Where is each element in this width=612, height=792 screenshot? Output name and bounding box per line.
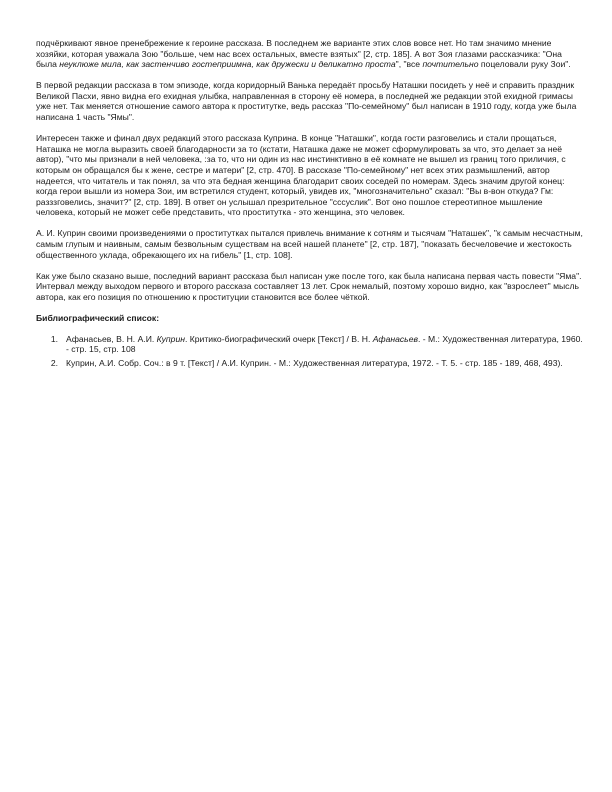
- paragraph: [36, 271, 584, 303]
- text-run: поцеловали руку Зои".: [478, 59, 571, 70]
- text-run: А. И. Куприн своими произведениями о проститутках пытался привлечь внимание к сотням и тысячам "Наташек", "к самым несчастным, самым глупым и наивным, самым безвольным существам на всей нашей планете" [2, стр. 187], "показать бесчеловечие и жестокость общественного уклада, обрекающего их на гибель" [1, стр. 108].: [36, 228, 583, 260]
- italic-text: почтительно: [422, 59, 479, 70]
- bibliography-item: [36, 358, 584, 369]
- italic-text: Афанасьев: [372, 333, 418, 344]
- paragraph: [36, 228, 584, 260]
- bibliography-item: [36, 334, 584, 355]
- text-run: Интересен также и финал двух редакций этого рассказа Куприна. В конце "Наташки", когда гости разговелись и стали прощаться, Наташка не могла выразить своей благодарности за то (кстати, Наташка даже не может сформулировать за что, это делает за неё автор), "что мы признали в ней человека, :за то, что ни один из нас инстинктивно в её комнате не вышел из границ того приличия, с которым он обращался бы к жене, сестре и матери" [2, стр. 470]. В рассказе "По-семейному" нет всех этих размышлений, автор надеется, что читатель и так понял, за что эта бедная женщина благодарит своих соседей по номерам. Здесь значим другой конец: когда герои вышли из номера Зои, им встретился студент, который, увидев их, "многозначительно" сказал: "Вы в-вон откуда? Гм: разззговелись, значит?" [2, стр. 189]. В ответ он услышал презрительное "сссуслик". Вот оно пошлое стереотипное мышление человека, который не может себе представить, что проститутка - это женщина, это человек.: [36, 133, 566, 218]
- text-run: Афанасьев, В. Н. А.И.: [66, 333, 157, 344]
- bibliography-heading: Библиографический список:: [36, 312, 160, 323]
- text-run: . Критико-биографический очерк [Текст] / В. Н.: [184, 333, 373, 344]
- document-page: [36, 38, 584, 371]
- bibliography-item-number: 1.: [50, 333, 58, 344]
- body-text: [36, 38, 584, 302]
- text-run: подчёркивают явное пренебрежение к героине рассказа. В последнем же варианте этих слов вовсе нет. Но там значимо мнение хозяйки, которая уважала Зою "больше, чем нас всех остальных, вместе взятых" [2, стр. 185]. А вот Зоя глазами рассказчика: "Она была: [36, 38, 562, 70]
- text-run: В первой редакции рассказа в том эпизоде, когда коридорный Ванька передаёт просьбу Наташки посидеть у неё и справить праздник Великой Пасхи, явно видна его ехидная улыбка, направленная в сторону её номера, в последней же редакции этой ехидной гримасы уже нет. Так меняется отношение самого автора к проститутке, ведь рассказ "По-семейному" был написан в 1910 году, когда уже была написана 1 часть "Ямы".: [36, 80, 577, 123]
- text-run: Куприн, А.И. Собр. Соч.: в 9 т. [Текст] / А.И. Куприн. - М.: Художественная литература, 1972. - Т. 5. - стр. 185 - 189, 468, 493).: [66, 357, 563, 368]
- bibliography-item-number: 2.: [50, 357, 58, 368]
- italic-text: неуклюже мила, как застенчиво гостеприимна, как дружески и деликатно проста: [59, 59, 396, 70]
- paragraph: [36, 38, 584, 70]
- text-run: . - М.: Художественная литература, 1960. - стр. 15, стр. 108: [66, 333, 583, 355]
- paragraph: [36, 80, 584, 122]
- text-run: ", "все: [395, 59, 423, 70]
- text-run: Как уже было сказано выше, последний вариант рассказа был написан уже после того, как была написана первая часть повести "Яма". Интервал между выходом первого и второго рассказа составляет 13 лет. Срок немалый, поэтому хорошо видно, как "взрослеет" мысль автора, как его позиция по отношению к проституции становится все более чёткой.: [36, 270, 582, 302]
- paragraph: [36, 133, 584, 218]
- bibliography-list: [36, 334, 584, 369]
- italic-text: Куприн: [156, 333, 185, 344]
